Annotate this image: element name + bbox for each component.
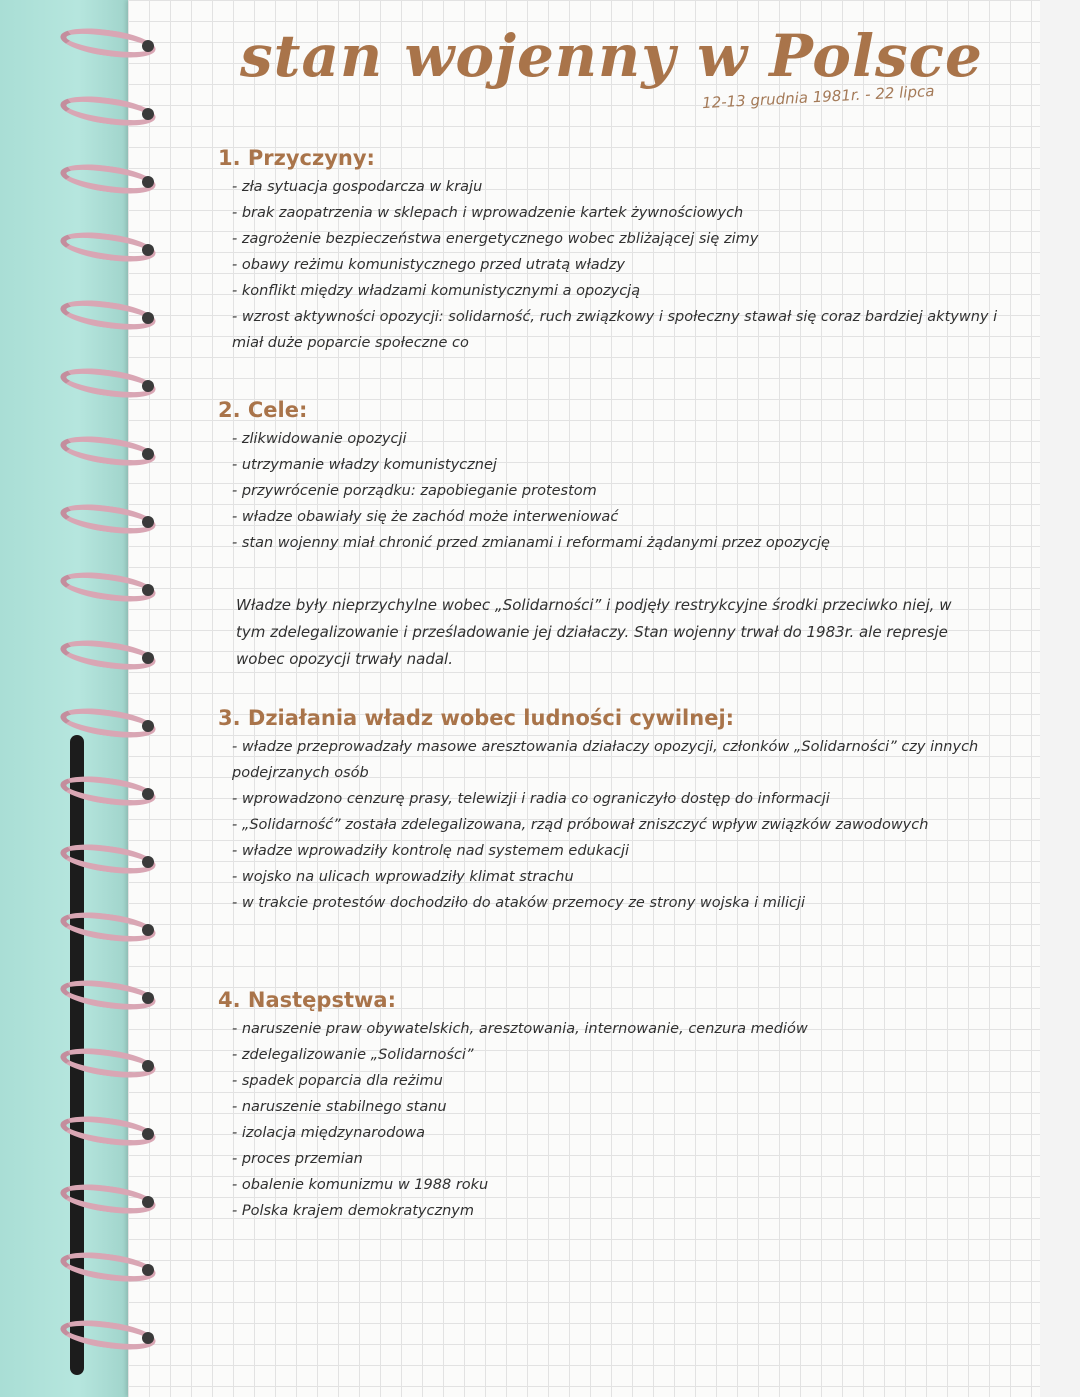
punch-hole bbox=[142, 720, 154, 732]
list-item: - izolacja międzynarodowa bbox=[232, 1125, 425, 1141]
punch-hole bbox=[142, 516, 154, 528]
list-item: - w trakcie protestów dochodziło do ataków przemocy ze strony wojska i milicji bbox=[232, 895, 805, 911]
list-item: - proces przemian bbox=[232, 1151, 363, 1167]
punch-hole bbox=[142, 1196, 154, 1208]
section-causes bbox=[218, 146, 1008, 356]
list-item: - zdelegalizowanie „Solidarności” bbox=[232, 1047, 474, 1063]
section-actions bbox=[218, 706, 1008, 916]
page-title: stan wojenny w Polsce bbox=[240, 22, 983, 90]
list-item: - zła sytuacja gospodarcza w kraju bbox=[232, 179, 483, 195]
punch-hole bbox=[142, 788, 154, 800]
list-item: - spadek poparcia dla reżimu bbox=[232, 1073, 443, 1089]
page-edge bbox=[1040, 0, 1080, 1397]
punch-hole bbox=[142, 380, 154, 392]
punch-hole bbox=[142, 1264, 154, 1276]
list-item: - naruszenie praw obywatelskich, aresztowania, internowanie, cenzura mediów bbox=[232, 1021, 808, 1037]
section-heading: 3. Działania władz wobec ludności cywilnej: bbox=[218, 706, 735, 730]
list-item: - brak zaopatrzenia w sklepach i wprowadzenie kartek żywnościowych bbox=[232, 205, 744, 221]
punch-hole bbox=[142, 1060, 154, 1072]
list-item: - władze obawiały się że zachód może interweniować bbox=[232, 509, 619, 525]
date-range: 12-13 grudnia 1981r. - 22 lipca bbox=[701, 81, 935, 113]
list-item: - władze przeprowadzały masowe aresztowania działaczy opozycji, członków „Solidarności” czy innych podejrzanych osób bbox=[232, 739, 979, 781]
section-consequences bbox=[218, 988, 1008, 1224]
punch-hole bbox=[142, 856, 154, 868]
list-item: - konflikt między władzami komunistycznymi a opozycją bbox=[232, 283, 641, 299]
punch-hole bbox=[142, 924, 154, 936]
list-item: - wojsko na ulicach wprowadziły klimat strachu bbox=[232, 869, 574, 885]
punch-hole bbox=[142, 176, 154, 188]
section-goals bbox=[218, 398, 1008, 556]
bullet-list bbox=[218, 426, 1008, 556]
bullet-list bbox=[218, 734, 1008, 916]
list-item: - obawy reżimu komunistycznego przed utratą władzy bbox=[232, 257, 626, 273]
punch-hole bbox=[142, 992, 154, 1004]
list-item: - utrzymanie władzy komunistycznej bbox=[232, 457, 497, 473]
punch-hole bbox=[142, 1128, 154, 1140]
list-item: - wzrost aktywności opozycji: solidarność, ruch związkowy i społeczny stawał się coraz bardziej aktywny i miał duże poparcie społeczne co bbox=[232, 309, 998, 351]
list-item: - obalenie komunizmu w 1988 roku bbox=[232, 1177, 489, 1193]
list-item: - wprowadzono cenzurę prasy, telewizji i radia co ograniczyło dostęp do informacji bbox=[232, 791, 830, 807]
section-heading: 4. Następstwa: bbox=[218, 988, 396, 1012]
spiral-binding bbox=[0, 0, 180, 1397]
punch-hole bbox=[142, 244, 154, 256]
summary-paragraph: Władze były nieprzychylne wobec „Solidarności” i podjęły restrykcyjne środki przeciwko niej, w tym zdelegalizowanie i prześladowanie jej działaczy. Stan wojenny trwał do 1983r. ale represje wobec opozycji trwały nadal. bbox=[236, 596, 952, 668]
bullet-list bbox=[218, 1016, 1008, 1224]
list-item: - naruszenie stabilnego stanu bbox=[232, 1099, 447, 1115]
list-item: - zlikwidowanie opozycji bbox=[232, 431, 407, 447]
list-item: - „Solidarność” została zdelegalizowana, rząd próbował zniszczyć wpływ związków zawodowych bbox=[232, 817, 929, 833]
punch-hole bbox=[142, 312, 154, 324]
section-heading: 2. Cele: bbox=[218, 398, 308, 422]
punch-hole bbox=[142, 40, 154, 52]
list-item: - zagrożenie bezpieczeństwa energetycznego wobec zbliżającej się zimy bbox=[232, 231, 759, 247]
punch-hole bbox=[142, 448, 154, 460]
punch-hole bbox=[142, 108, 154, 120]
list-item: - przywrócenie porządku: zapobieganie protestom bbox=[232, 483, 597, 499]
list-item: - władze wprowadziły kontrolę nad systemem edukacji bbox=[232, 843, 630, 859]
section-heading: 1. Przyczyny: bbox=[218, 146, 375, 170]
list-item: - stan wojenny miał chronić przed zmianami i reformami żądanymi przez opozycję bbox=[232, 535, 830, 551]
list-item: - Polska krajem demokratycznym bbox=[232, 1203, 474, 1219]
punch-hole bbox=[142, 1332, 154, 1344]
punch-hole bbox=[142, 584, 154, 596]
bullet-list bbox=[218, 174, 1008, 356]
punch-hole bbox=[142, 652, 154, 664]
